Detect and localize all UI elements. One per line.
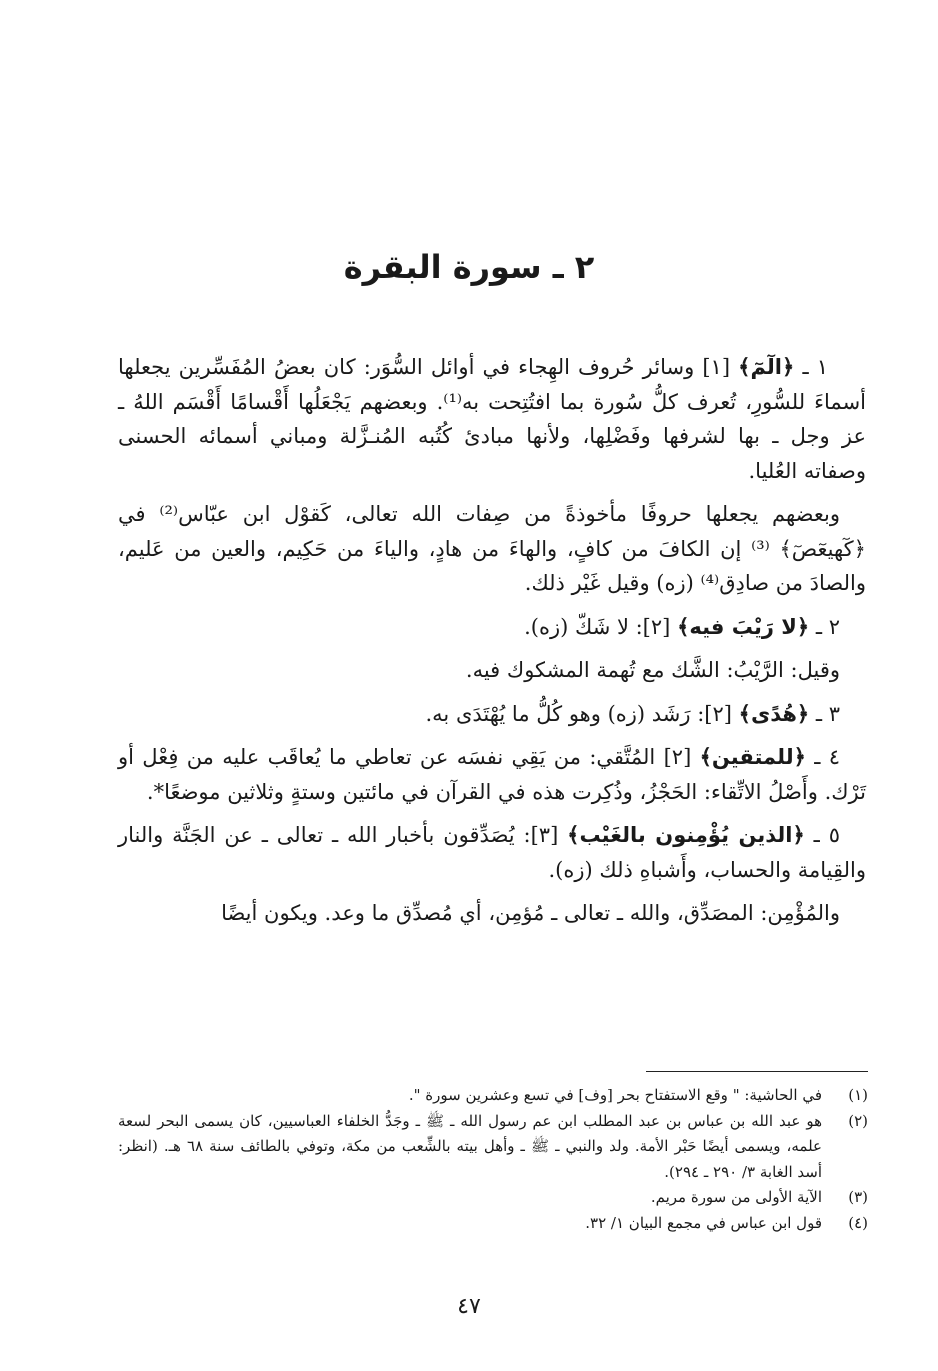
paragraph-text: [٢]: لا شَكّ (زه).: [524, 614, 671, 639]
footnote-text: الآية الأولى من سورة مريم.: [650, 1188, 822, 1206]
paragraph-3: [118, 610, 866, 645]
paragraph-2: [118, 497, 866, 601]
footnote-text: هو عبد الله بن عباس بن عبد المطلب ابن عم رسول الله ـ ﷺ ـ وجَدُّ الخلفاء العباسيين، كان يسمى البحر لسعة علمه، ويسمى أيضًا حَبْر الأمة. ولد والنبي ـ ﷺ ـ وأهل بيته بالشِّعب من مكة، وتوفي بالطائف سنة ٦٨ هـ. (انظر: أسد الغابة ٣/ ٢٩٠ ـ ٢٩٤).: [118, 1111, 822, 1181]
paragraph-text: والمُؤْمِن: المصَدِّق، والله ـ تعالى ـ مُؤمِن، أي مُصدِّق ما وعد. ويكون أيضًا: [221, 901, 840, 925]
footnotes: [118, 1083, 868, 1236]
verse-number: ١ ـ: [802, 355, 828, 379]
footnote-number: (٢): [848, 1111, 868, 1130]
paragraph-5: [118, 697, 866, 732]
main-text: [118, 350, 866, 940]
paragraph-4: [118, 653, 866, 688]
footnote-text: في الحاشية: " وقع الاستفتاح بحر [وف] في تسع وعشرين سورة ".: [408, 1086, 822, 1104]
paragraph-text: وبعضهم يجعلها حروفًا مأخوذةً من صِفات الله تعالى، كَقوْل ابن عبّاس⁽²⁾ في ﴿كٓهيعٓصٓ﴾ ⁽³⁾ إن الكافَ من كافٍ، والهاءَ من هادٍ، والياءَ من حَكِيم، والعين من عَليم، والصادَ من صادِق⁽⁴⁾ (زه) وقيل غَيْر ذلك.: [118, 502, 866, 595]
footnote-divider: [646, 1071, 868, 1072]
paragraph-text: [٣]: يُصَدِّقون بأخبار الله ـ تعالى ـ عن الجَنَّة والنار والقِيامة والحساب، وأَشباهِ ذلك (زه).: [118, 823, 866, 882]
surah-title: ٢ ـ سورة البقرة: [343, 248, 595, 286]
footnote-item: [118, 1109, 868, 1186]
paragraph-text: [٢]: رَشَد (زه) وهو كُلُّ ما يُهْتَدَى به.: [425, 701, 732, 726]
footnote-item: [118, 1185, 868, 1211]
footnote-number: (٤): [848, 1213, 868, 1232]
paragraph-text: وقيل: الرَّيْبُ: الشَّك مع تُهمة المشكوك فيه.: [465, 658, 840, 682]
quran-quote: ﴿الذين يُؤْمِنون بالغَيْب﴾: [567, 823, 805, 847]
footnote-number: (١): [848, 1086, 868, 1104]
paragraph-text: [١] وسائر حُروف الهِجاء في أوائل السُّوَر: كان بعضُ المُفَسِّرين يجعلها أسماءَ للسُّورِ، تُعرف كلُّ سُورة بما افتُتِحت به⁽¹⁾. وبعضهم يَجْعَلُها أَقْسامًا أَقْسَم اللهُ ـ عز وجل ـ بها لشرفها وفَضْلِها، ولأنها مبادئ كُتُبه المُنـزَّلة ومباني أسمائه الحسنى وصفاته العُليا.: [118, 355, 866, 483]
footnote-number: (٣): [848, 1188, 868, 1206]
paragraph-text: [٢] المُتَّقي: من يَقِي نفسَه عن تعاطي ما يُعاقَب عليه من فِعْل أو تَرْك. وأَصْلُ الاتِّقاء: الحَجْزُ، وذُكِرت هذه في القرآن في مائتين وستةٍ وثلاثين موضعًا*.: [118, 745, 866, 804]
paragraph-1: [118, 350, 866, 488]
paragraph-6: [118, 740, 866, 809]
footnote-item: [118, 1211, 868, 1237]
page-number: ٤٧: [457, 1294, 481, 1319]
quran-quote: ﴿لا رَيْبَ فيه﴾: [677, 614, 810, 639]
verse-number: ٢ ـ: [815, 614, 840, 639]
quran-quote: ﴿الٓمٓ﴾: [738, 355, 795, 379]
paragraph-7: [118, 818, 866, 887]
quran-quote: ﴿هُدًى﴾: [738, 701, 810, 726]
footnote-item: [118, 1083, 868, 1109]
footnote-text: قول ابن عباس في مجمع البيان ١/ ٣٢.: [585, 1213, 822, 1232]
paragraph-8: [118, 896, 866, 931]
verse-number: ٣ ـ: [815, 701, 840, 726]
verse-number: ٥ ـ: [813, 823, 840, 847]
verse-number: ٤ ـ: [814, 745, 840, 769]
quran-quote: ﴿للمتقين﴾: [699, 745, 806, 769]
